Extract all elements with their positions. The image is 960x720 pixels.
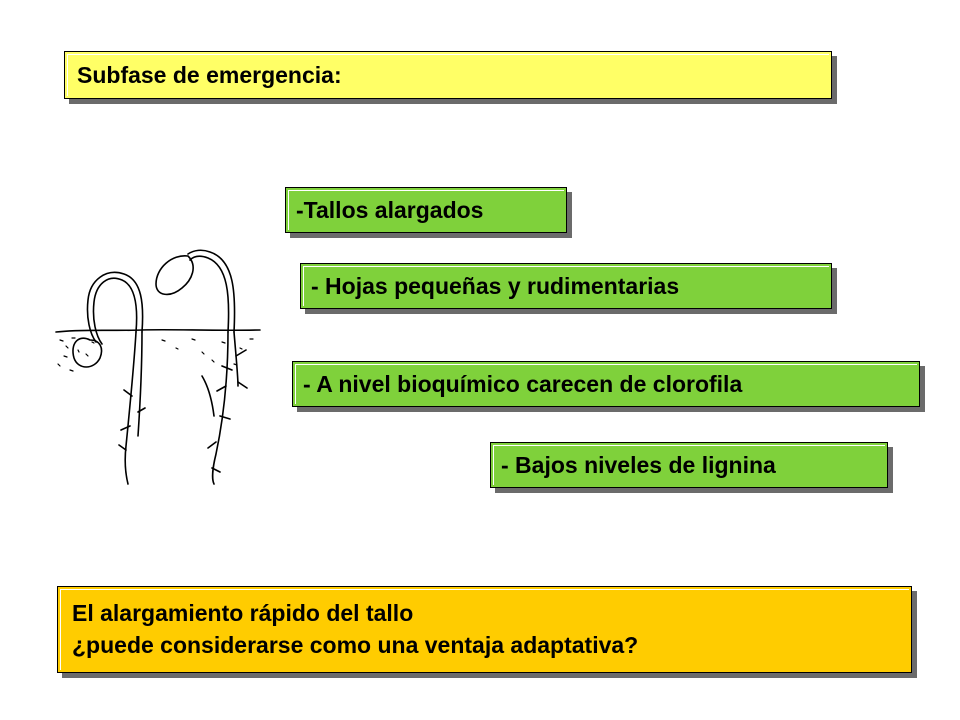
feature-small-leaves: - Hojas pequeñas y rudimentarias — [300, 263, 832, 309]
seedling-illustration-icon — [52, 236, 264, 486]
slide-title: Subfase de emergencia: — [64, 51, 832, 99]
question-line-2: ¿puede considerarse como una ventaja adaptativa? — [72, 632, 639, 658]
question-line-1: El alargamiento rápido del tallo — [72, 600, 414, 626]
feature-elongated-stems: -Tallos alargados — [285, 187, 567, 233]
feature-low-lignin: - Bajos niveles de lignina — [490, 442, 888, 488]
feature-lack-chlorophyll: - A nivel bioquímico carecen de clorofila — [292, 361, 920, 407]
question-box — [57, 586, 912, 673]
